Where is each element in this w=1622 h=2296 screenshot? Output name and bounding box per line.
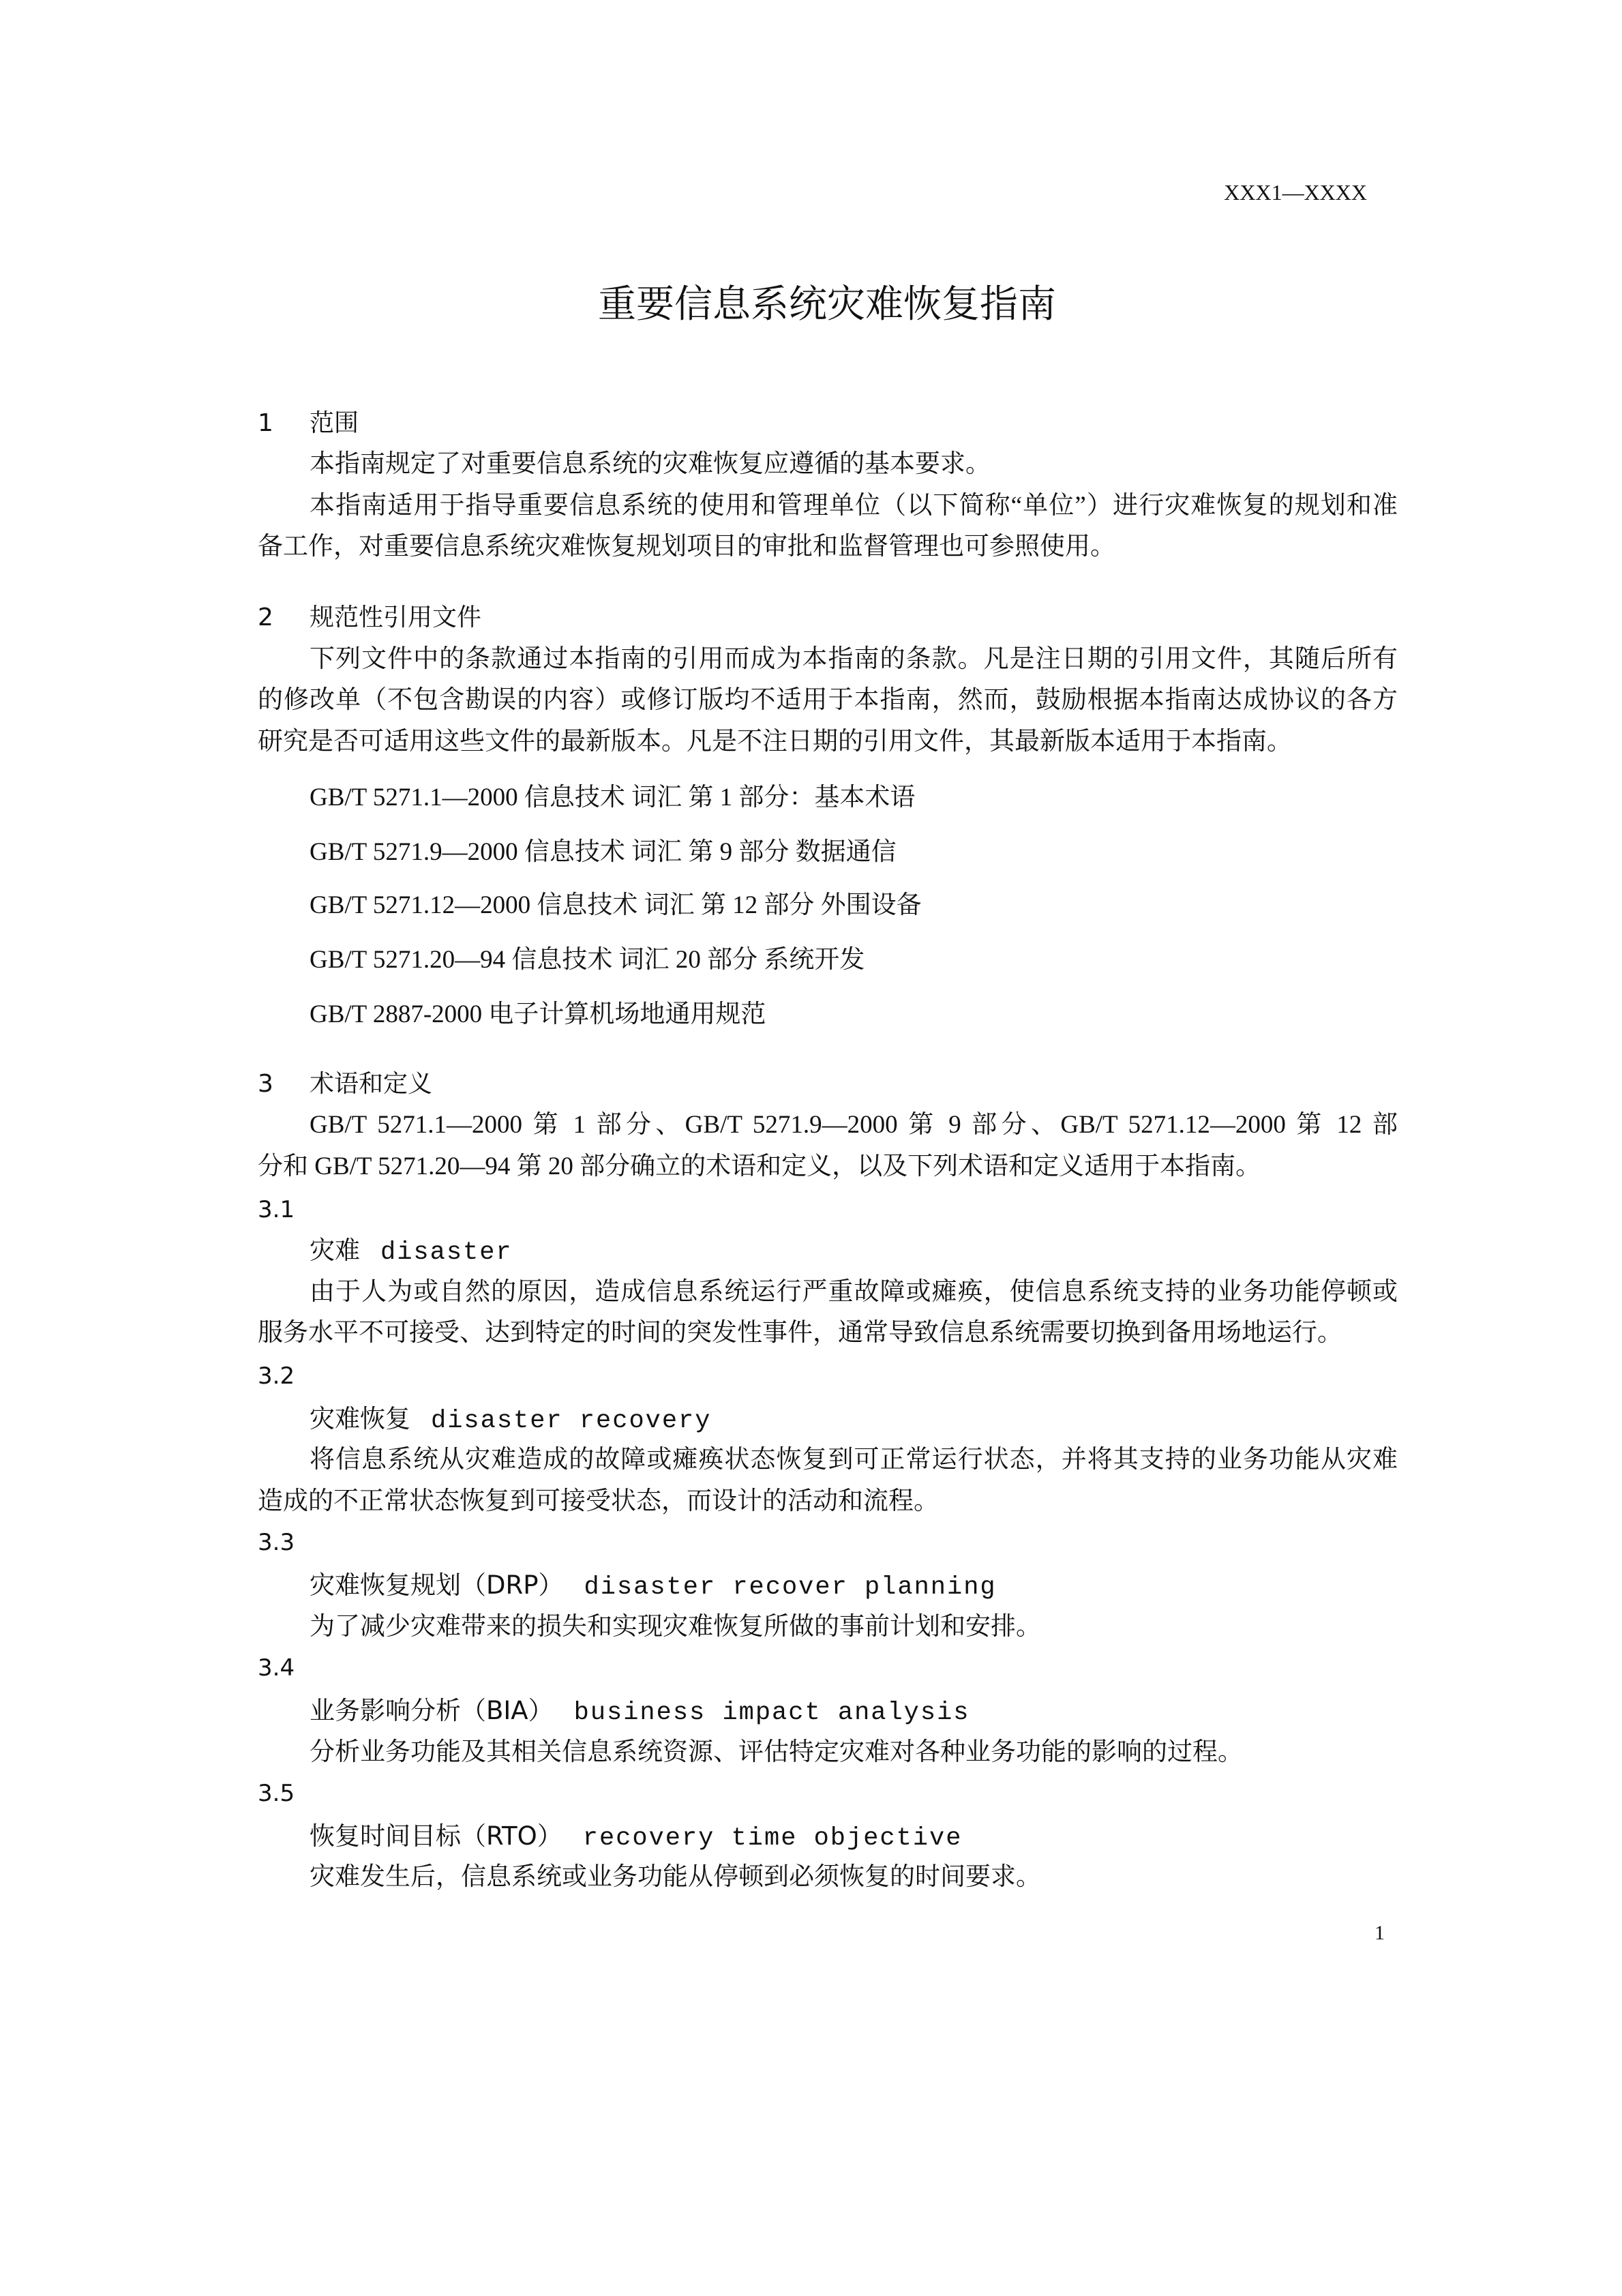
document-title: 重要信息系统灾难恢复指南 [598, 282, 1056, 327]
section-number: 3 [258, 1070, 273, 1098]
section-title: 术语和定义 [310, 1070, 433, 1098]
paragraph-line: 下列文件中的条款通过本指南的引用而成为本指南的条款。凡是注日期的引用文件，其随后所有 [310, 645, 1398, 673]
definition-line: 由于人为或自然的原因，造成信息系统运行严重故障或瘫痪，使信息系统支持的业务功能停顿或 [310, 1278, 1398, 1306]
term-number: 3.1 [258, 1196, 295, 1223]
page-number: 1 [1375, 1922, 1385, 1944]
term-heading [310, 1821, 1398, 1853]
section-title: 规范性引用文件 [310, 603, 482, 631]
term-english: recovery time objective [582, 1824, 963, 1853]
paragraph-line: 的修改单（不包含勘误的内容）或修订版均不适用于本指南，然而，鼓励根据本指南达成协议的各方 [258, 686, 1398, 714]
term-heading [310, 1696, 1398, 1728]
term-heading [310, 1570, 1398, 1602]
reference-item: GB/T 5271.12—2000 信息技术 词汇 第 12 部分 外围设备 [310, 891, 922, 919]
section-number: 1 [258, 409, 273, 437]
term-number: 3.5 [258, 1780, 295, 1807]
definition-line: 分析业务功能及其相关信息系统资源、评估特定灾难对各种业务功能的影响的过程。 [310, 1738, 1243, 1766]
paragraph-line: 分和 GB/T 5271.20—94 第 20 部分确立的术语和定义，以及下列术语和定义适用于本指南。 [258, 1152, 1261, 1180]
term-chinese: 恢复时间目标（RTO） [310, 1821, 562, 1851]
reference-item: GB/T 2887-2000 电子计算机场地通用规范 [310, 1000, 766, 1028]
term-chinese: 灾难 [310, 1236, 360, 1265]
paragraph-line: 研究是否可适用这些文件的最新版本。凡是不注日期的引用文件，其最新版本适用于本指南。 [258, 728, 1292, 756]
term-number: 3.2 [258, 1362, 295, 1390]
term-english: disaster recover planning [584, 1573, 997, 1602]
document-number: XXX1—XXXX [1224, 180, 1367, 205]
definition-line: 将信息系统从灾难造成的故障或瘫痪状态恢复到可正常运行状态，并将其支持的业务功能从灾难 [310, 1446, 1398, 1474]
paragraph-line: 备工作，对重要信息系统灾难恢复规划项目的审批和监督管理也可参照使用。 [258, 533, 1115, 561]
term-english: business impact analysis [573, 1699, 970, 1727]
definition-line: 服务水平不可接受、达到特定的时间的突发性事件，通常导致信息系统需要切换到备用场地运行。 [258, 1319, 1342, 1347]
paragraph-line: 本指南适用于指导重要信息系统的使用和管理单位（以下简称“单位”）进行灾难恢复的规划和准 [310, 492, 1398, 520]
definition-line: 造成的不正常状态恢复到可接受状态，而设计的活动和流程。 [258, 1487, 939, 1515]
term-english: disaster recovery [431, 1407, 712, 1435]
paragraph-line: GB/T 5271.1—2000 第 1 部分、GB/T 5271.9—2000 第 9 部分、GB/T 5271.12—2000 第 12 部 [310, 1111, 1398, 1139]
definition-line: 灾难发生后，信息系统或业务功能从停顿到必须恢复的时间要求。 [310, 1863, 1041, 1891]
term-number: 3.3 [258, 1529, 295, 1556]
reference-item: GB/T 5271.1—2000 信息技术 词汇 第 1 部分：基本术语 [310, 784, 916, 811]
term-heading [310, 1236, 1398, 1268]
term-heading [310, 1404, 1398, 1436]
definition-line: 为了减少灾难带来的损失和实现灾难恢复所做的事前计划和安排。 [310, 1613, 1041, 1641]
reference-item: GB/T 5271.9—2000 信息技术 词汇 第 9 部分 数据通信 [310, 838, 897, 866]
reference-item: GB/T 5271.20—94 信息技术 词汇 20 部分 系统开发 [310, 946, 865, 974]
section-title: 范围 [310, 409, 359, 437]
term-number: 3.4 [258, 1654, 295, 1682]
term-chinese: 业务影响分析（BIA） [310, 1696, 554, 1725]
term-chinese: 灾难恢复规划（DRP） [310, 1570, 564, 1600]
term-english: disaster [380, 1238, 513, 1267]
term-chinese: 灾难恢复 [310, 1404, 410, 1433]
section-number: 2 [258, 603, 273, 631]
paragraph: 本指南规定了对重要信息系统的灾难恢复应遵循的基本要求。 [310, 450, 991, 478]
